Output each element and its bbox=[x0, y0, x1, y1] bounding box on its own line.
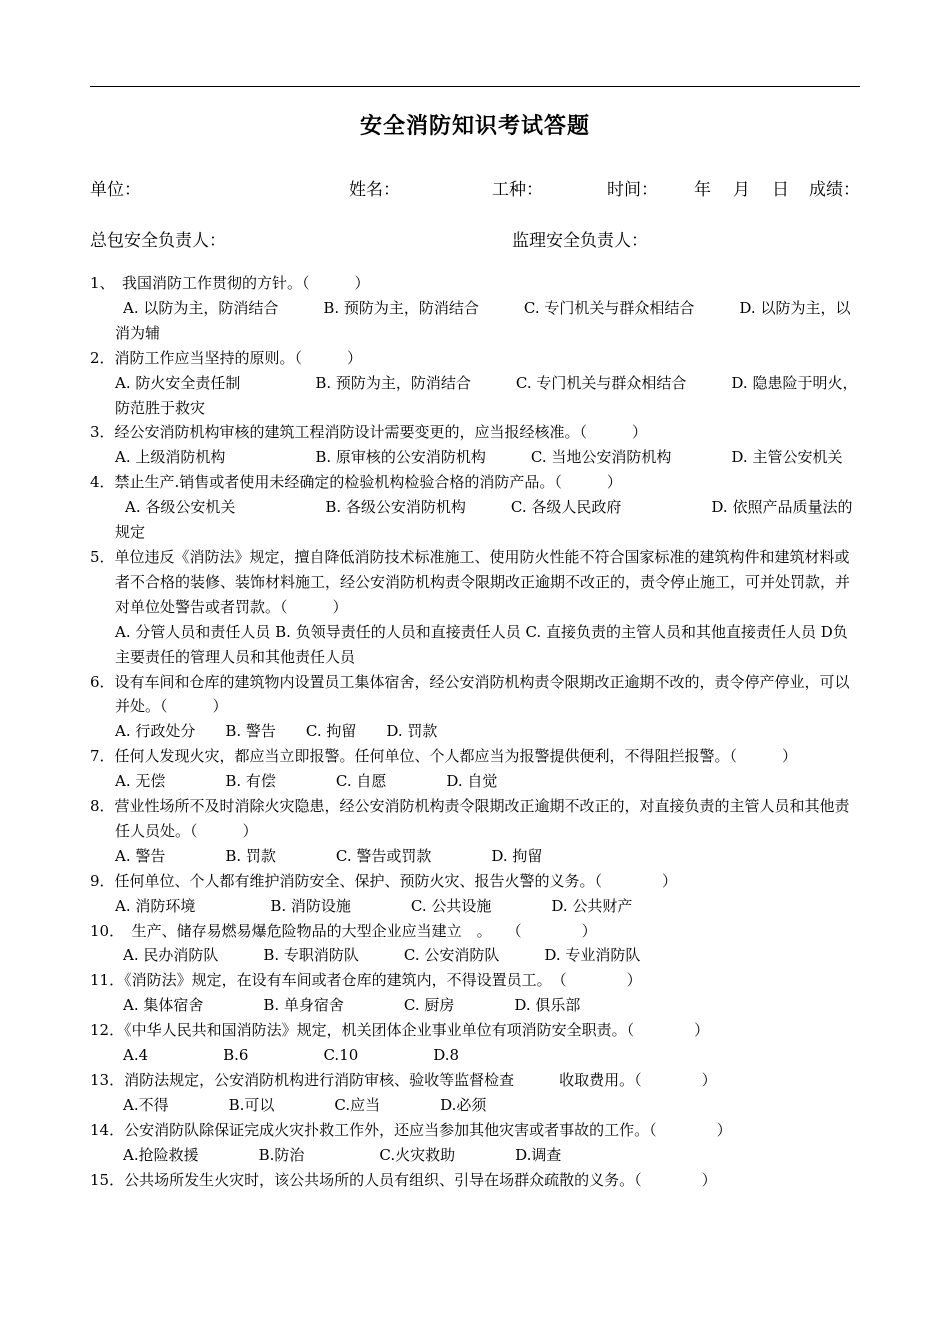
options-4: A. 各级公安机关 B. 各级公安消防机构 C. 各级人民政府 D. 依照产品质量法的规定 bbox=[115, 498, 853, 542]
question-2: 2．消防工作应当坚持的原则。（ ） bbox=[90, 348, 363, 367]
score-label: 成绩： bbox=[809, 180, 860, 200]
month-label: 月 bbox=[733, 180, 750, 200]
options-8: A. 警告 B. 罚款 C. 警告或罚款 D. 拘留 bbox=[115, 846, 543, 865]
question-5: 5．单位违反《消防法》规定，擅自降低消防技术标准施工、使用防火性能不符合国家标准的建筑构件和建筑材料或者不合格的装修、装饰材料施工，经公安消防机构责令限期改正逾期不改正的，责令停止施工，可并处罚款，并对单位处警告或者罚款。（ ） bbox=[90, 547, 851, 616]
question-15: 15．公共场所发生火灾时，该公共场所的人员有组织、引导在场群众疏散的义务。（ ） bbox=[90, 1170, 717, 1189]
options-7: A. 无偿 B. 有偿 C. 自愿 D. 自觉 bbox=[115, 772, 498, 791]
options-6: A. 行政处分 B. 警告 C. 拘留 D. 罚款 bbox=[115, 722, 438, 741]
day-label: 日 bbox=[772, 180, 789, 200]
question-13: 13．消防法规定，公安消防机构进行消防审核、验收等监督检查 收取费用。（ ） bbox=[90, 1071, 717, 1089]
question-10: 10． 生产、储存易燃易爆危险物品的大型企业应当建立 。 （ ） bbox=[90, 921, 597, 940]
question-14: 14．公安消防队除保证完成火灾扑救工作外，还应当参加其他灾害或者事故的工作。（ ） bbox=[90, 1120, 732, 1139]
question-1: 1、 我国消防工作贯彻的方针。（ ） bbox=[90, 274, 370, 292]
options-9: A. 消防环境 B. 消防设施 C. 公共设施 D. 公共财产 bbox=[115, 896, 633, 915]
time-label: 时间： bbox=[607, 180, 658, 200]
question-7: 7．任何人发现火灾，都应当立即报警。任何单位、个人都应当为报警提供便利，不得阻拦报警。（ ） bbox=[90, 747, 798, 766]
header-rule bbox=[90, 86, 860, 87]
question-8: 8．营业性场所不及时消除火灾隐患，经公安消防机构责令限期改正逾期不改正的，对直接负责的主管人员和其他责任人员处。（ ） bbox=[90, 797, 850, 840]
options-12: A.4 B.6 C.10 D.8 bbox=[123, 1046, 460, 1065]
question-11: 11．《消防法》规定，在设有车间或者仓库的建筑内，不得设置员工。 （ ） bbox=[90, 971, 642, 990]
document-title: 安全消防知识考试答题 bbox=[359, 114, 590, 139]
question-12: 12．《中华人民共和国消防法》规定，机关团体企业事业单位有项消防安全职责。（ ） bbox=[90, 1021, 710, 1040]
options-11: A. 集体宿舍 B. 单身宿舍 C. 厨房 D. 俱乐部 bbox=[123, 996, 581, 1015]
options-1: A. 以防为主，防消结合 B. 预防为主，防消结合 C. 专门机关与群众相结合 D. 以防为主，以消为辅 bbox=[115, 298, 851, 342]
options-2: A. 防火安全责任制 B. 预防为主，防消结合 C. 专门机关与群众相结合 D. 隐患险于明火，防范胜于救灾 bbox=[115, 373, 858, 417]
year-label: 年 bbox=[694, 180, 711, 200]
options-14: A.抢险救援 B.防治 C.火灾救助 D.调查 bbox=[123, 1145, 562, 1164]
options-3: A. 上级消防机构 B. 原审核的公安消防机构 C. 当地公安消防机构 D. 主管公安机关 bbox=[115, 448, 843, 467]
supervision-safety-label: 监理安全负责人： bbox=[512, 231, 648, 251]
question-list bbox=[90, 271, 860, 1193]
name-label: 姓名： bbox=[349, 180, 400, 200]
options-10: A. 民办消防队 B. 专职消防队 C. 公安消防队 D. 专业消防队 bbox=[123, 946, 641, 965]
general-safety-label: 总包安全负责人： bbox=[90, 231, 226, 251]
question-3: 3．经公安消防机构审核的建筑工程消防设计需要变更的，应当报经核准。（ ） bbox=[90, 423, 648, 442]
options-13: A.不得 B.可以 C.应当 D.必须 bbox=[123, 1095, 487, 1114]
unit-label: 单位： bbox=[90, 180, 141, 200]
job-label: 工种： bbox=[492, 180, 543, 200]
question-9: 9．任何单位、个人都有维护消防安全、保护、预防火灾、报告火警的义务。（ ） bbox=[90, 871, 678, 890]
question-6: 6．设有车间和仓库的建筑物内设置员工集体宿舍，经公安消防机构责令限期改正逾期不改的，责令停产停业，可以并处。（ ） bbox=[90, 672, 850, 716]
question-4: 4．禁止生产.销售或者使用未经确定的检验机构检验合格的消防产品。（ ） bbox=[90, 473, 622, 492]
options-5: A. 分管人员和责任人员 B. 负领导责任的人员和直接责任人员 C. 直接负责的主管人员和其他直接责任人员 D负主要责任的管理人员和其他责任人员 bbox=[115, 622, 848, 666]
